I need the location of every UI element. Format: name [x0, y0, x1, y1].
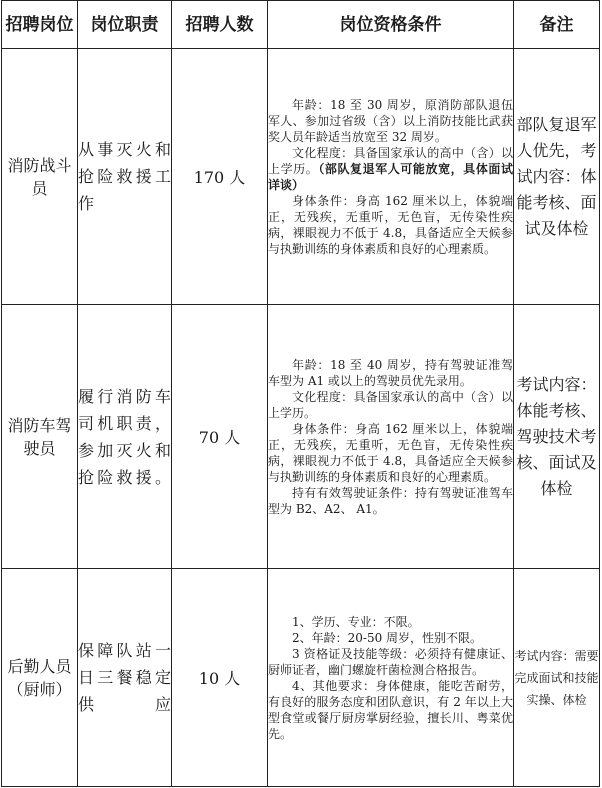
requirement-item-3: 3 资格证及技能等级：必须持有健康证、厨师证者，幽门螺旋杆菌检测合格报告。 [268, 646, 513, 677]
header-duty: 岗位职责 [78, 1, 172, 49]
requirement-physical: 身体条件：身高 162 厘米以上，体貌端正，无残疾，无重听，无色盲，无传染性疾病，裸眼视力不低于 4.8，具备适应全天候参与执勤训练的身体素质和良好的心理素质。 [268, 193, 513, 256]
requirements-cell [268, 305, 514, 569]
header-count: 招聘人数 [172, 1, 268, 49]
note-cell: 考试内容：体能考核、驾驶技术考核、面试及体检 [514, 305, 600, 569]
requirement-item-2: 2、年龄：20-50 周岁，性别不限。 [292, 630, 483, 645]
duty-cell: 从事灭火和抢险救援工作 [78, 49, 172, 305]
requirement-age: 年龄：18 至 30 周岁，原消防部队退伍军人、参加过省级（含）以上消防技能比武获奖人员年龄适当放宽至 32 周岁。 [268, 97, 513, 144]
requirement-license: 持有有效驾驶证条件：持有驾驶证准驾车型为 B2、A2、 A1。 [268, 485, 513, 516]
header-note: 备注 [514, 1, 600, 49]
requirement-item-1: 1、学历、专业：不限。 [292, 614, 420, 629]
requirement-education: 文化程度：具备国家承认的高中（含）以上学历。（部队复退军人可能放宽，具体面试详谈） [268, 145, 513, 192]
header-row [2, 1, 600, 49]
duty-cell: 保障队站一日三餐稳定供应 [78, 569, 172, 787]
table-row [2, 305, 600, 569]
requirements-cell [268, 569, 514, 787]
count-cell: 10 人 [172, 569, 268, 787]
count-cell: 70 人 [172, 305, 268, 569]
note-cell: 考试内容：需要完成面试和技能实操、体检 [514, 569, 600, 787]
requirement-item-4: 4、其他要求：身体健康，能吃苦耐劳，有良好的服务态度和团队意识，有 2 年以上大型食堂或餐厅厨房掌厨经验，擅长川、粤菜优先。 [268, 678, 513, 741]
requirement-age: 年龄：18 至 40 周岁，持有驾驶证准驾车型为 A1 或以上的驾驶员优先录用。 [268, 357, 513, 388]
recruitment-table [1, 0, 600, 787]
header-requirements: 岗位资格条件 [268, 1, 514, 49]
note-cell: 部队复退军人优先，考试内容：体能考核、面试及体检 [514, 49, 600, 305]
table-row [2, 49, 600, 305]
position-cell: 消防车驾驶员 [2, 305, 78, 569]
position-cell: 后勤人员（厨师） [2, 569, 78, 787]
requirement-education: 文化程度：具备国家承认的高中（含）以上学历。 [268, 389, 513, 420]
header-position: 招聘岗位 [2, 1, 78, 49]
requirement-physical: 身体条件：身高 162 厘米以上，体貌端正，无残疾，无重听，无色盲，无传染性疾病，裸眼视力不低于 4.8，具备适应全天候参与执勤训练的身体素质和良好的心理素质。 [268, 421, 513, 484]
count-cell: 170 人 [172, 49, 268, 305]
table-row [2, 569, 600, 787]
requirements-cell [268, 49, 514, 305]
position-cell: 消防战斗员 [2, 49, 78, 305]
duty-cell: 履行消防车司机职责，参加灭火和抢险救援。 [78, 305, 172, 569]
